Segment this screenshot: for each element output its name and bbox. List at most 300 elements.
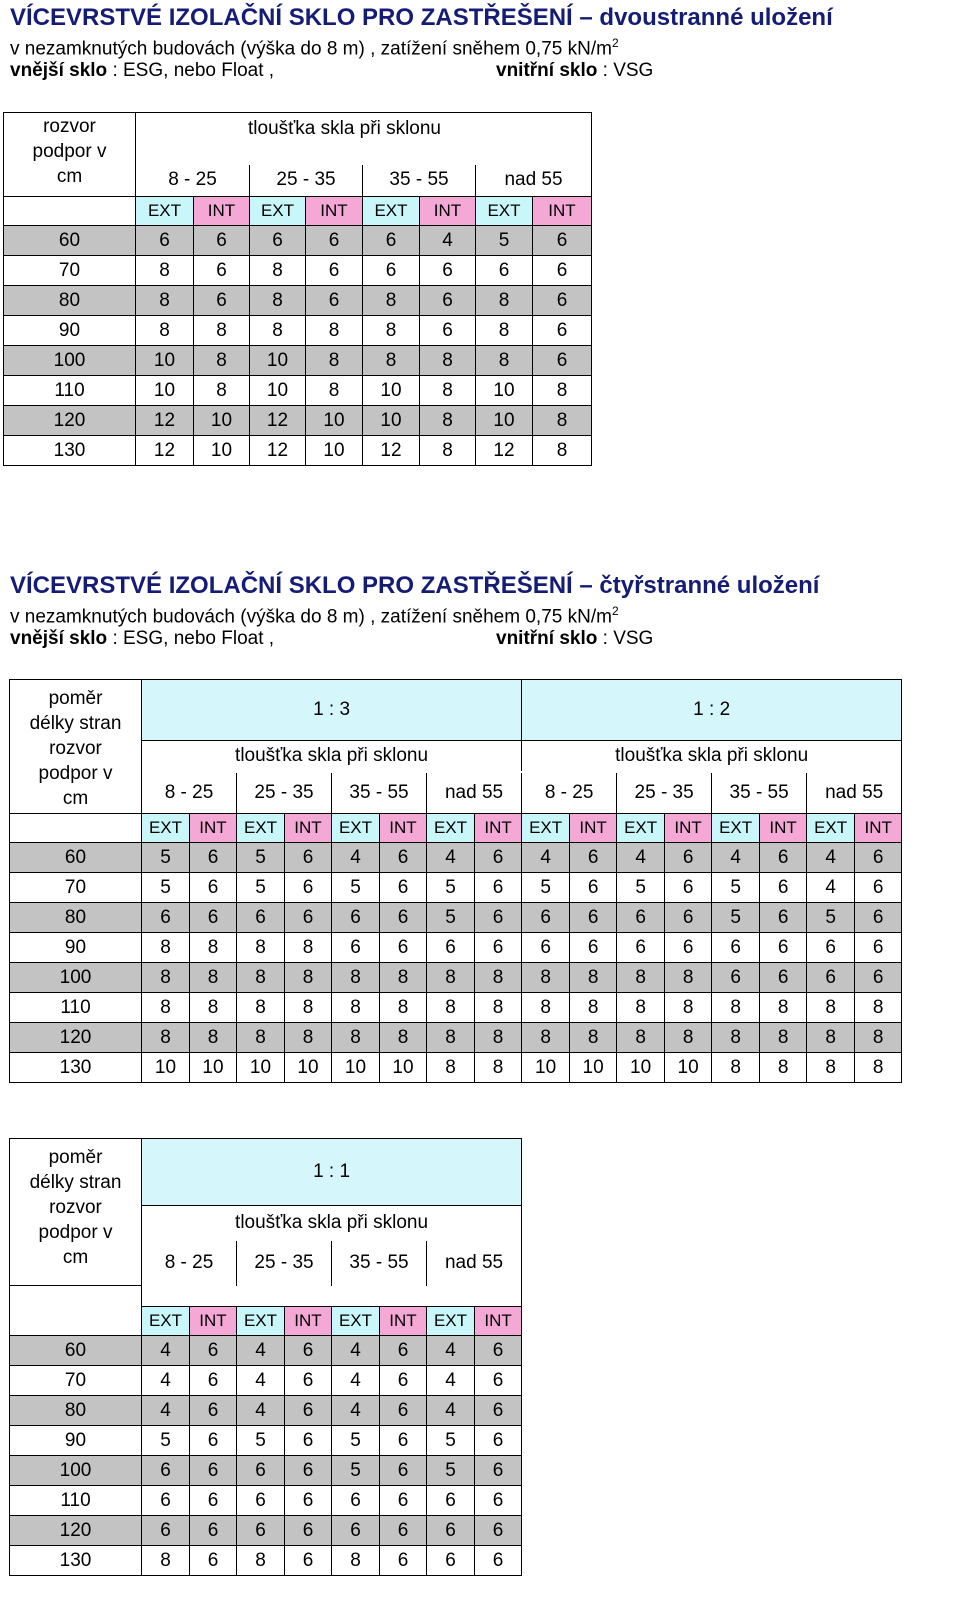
thickness-value: 6 (285, 1455, 332, 1485)
thickness-value: 6 (760, 963, 807, 993)
table-row (10, 843, 902, 873)
int-label: INT (190, 1306, 237, 1335)
thickness-value: 6 (617, 903, 665, 933)
slope-header: 8 - 25 (522, 773, 617, 814)
section-two-sided (10, 4, 950, 84)
section2-subtitle-text: v nezamknutých budovách (výška do 8 m) , zatížení sněhem 0,75 kN/m (10, 606, 612, 628)
thickness-value: 6 (332, 933, 380, 963)
section1-title: VÍCEVRSTVÉ IZOLAČNÍ SKLO PRO ZASTŘEŠENÍ – dvoustranné uložení (10, 4, 833, 31)
thickness-value: 10 (194, 406, 250, 436)
thickness-value: 5 (142, 873, 190, 903)
inner-glass-label: vnitřní sklo (496, 60, 598, 82)
int-label: INT (306, 197, 363, 226)
thickness-value: 8 (250, 256, 306, 286)
thickness-value: 6 (363, 226, 420, 256)
thickness-value: 8 (285, 933, 332, 963)
span-value: 100 (10, 1455, 142, 1485)
thickness-value: 6 (380, 1425, 427, 1455)
thickness-value: 5 (332, 873, 380, 903)
thickness-value: 8 (194, 316, 250, 346)
int-label: INT (665, 814, 712, 843)
span-value: 90 (10, 933, 142, 963)
table-row (10, 1425, 522, 1455)
thickness-value: 6 (363, 256, 420, 286)
thickness-value: 10 (285, 1053, 332, 1083)
thickness-value: 8 (855, 1053, 902, 1083)
int-label: INT (285, 814, 332, 843)
section2-title: VÍCEVRSTVÉ IZOLAČNÍ SKLO PRO ZASTŘEŠENÍ – čtyřstranné uložení (10, 572, 820, 599)
thickness-value: 6 (760, 873, 807, 903)
thickness-value: 6 (306, 286, 363, 316)
thickness-value: 5 (427, 1455, 475, 1485)
table-row (10, 993, 902, 1023)
table-row (4, 406, 592, 436)
slope-25-35: 25 - 35 (250, 165, 363, 197)
thickness-value: 10 (142, 1053, 190, 1083)
thickness-value: 6 (332, 1485, 380, 1515)
ext-int-corner (4, 197, 136, 226)
ratio-1-1: 1 : 1 (142, 1139, 522, 1206)
thickness-value: 5 (237, 1425, 285, 1455)
thickness-value: 6 (332, 1515, 380, 1545)
section1-subtitle (10, 32, 950, 60)
thickness-value: 6 (285, 1485, 332, 1515)
thickness-value: 10 (476, 406, 533, 436)
thickness-value: 8 (194, 376, 250, 406)
thickness-value: 10 (194, 436, 250, 466)
thickness-value: 10 (476, 376, 533, 406)
thickness-value: 4 (332, 1365, 380, 1395)
thickness-value: 8 (420, 376, 476, 406)
thickness-value: 5 (617, 873, 665, 903)
thickness-value: 8 (136, 316, 194, 346)
span-value: 70 (4, 256, 136, 286)
thickness-value: 8 (420, 436, 476, 466)
thickness-value: 10 (570, 1053, 617, 1083)
thickness-value: 4 (427, 1395, 475, 1425)
thickness-value: 6 (136, 226, 194, 256)
thickness-value: 6 (522, 933, 570, 963)
ratio-header-line1: poměr (48, 1147, 103, 1168)
thickness-value: 6 (570, 873, 617, 903)
thickness-label: tloušťka skla při sklonu (142, 1206, 522, 1240)
int-label: INT (285, 1306, 332, 1335)
thickness-value: 10 (136, 346, 194, 376)
thickness-value: 5 (142, 1425, 190, 1455)
thickness-value: 8 (476, 346, 533, 376)
thickness-value: 5 (332, 1455, 380, 1485)
thickness-value: 10 (250, 376, 306, 406)
thickness-value: 10 (380, 1053, 427, 1083)
span-header-line2: podpor v (32, 141, 107, 162)
thickness-value: 6 (332, 903, 380, 933)
thickness-value: 6 (306, 256, 363, 286)
thickness-value: 8 (855, 993, 902, 1023)
ext-label: EXT (237, 814, 285, 843)
thickness-value: 6 (533, 346, 592, 376)
outer-glass-value: : ESG, nebo Float , (107, 60, 275, 82)
thickness-value: 8 (475, 1053, 522, 1083)
thickness-value: 6 (807, 963, 855, 993)
ratio-span-header (10, 680, 142, 814)
thickness-value: 8 (760, 1053, 807, 1083)
thickness-value: 8 (476, 286, 533, 316)
thickness-value: 10 (522, 1053, 570, 1083)
thickness-value: 6 (237, 1455, 285, 1485)
int-label: INT (533, 197, 592, 226)
int-label: INT (570, 814, 617, 843)
thickness-value: 8 (855, 1023, 902, 1053)
thickness-value: 8 (760, 993, 807, 1023)
thickness-value: 8 (476, 316, 533, 346)
thickness-value: 8 (475, 1023, 522, 1053)
table-row (4, 346, 592, 376)
thickness-value: 8 (533, 406, 592, 436)
thickness-value: 5 (332, 1425, 380, 1455)
thickness-value: 5 (142, 843, 190, 873)
table-row (10, 1515, 522, 1545)
table-row (10, 1545, 522, 1575)
thickness-value: 8 (194, 346, 250, 376)
thickness-value: 6 (665, 933, 712, 963)
thickness-value: 10 (190, 1053, 237, 1083)
thickness-value: 8 (665, 993, 712, 1023)
thickness-value: 6 (420, 286, 476, 316)
thickness-label-1-3: tloušťka skla při sklonu (142, 741, 522, 772)
ext-int-corner (10, 1306, 142, 1335)
thickness-value: 6 (190, 1455, 237, 1485)
thickness-value: 6 (190, 1395, 237, 1425)
slope-nad-55: nad 55 (476, 165, 592, 197)
span-header-line3: cm (56, 166, 83, 187)
section-four-sided (10, 572, 950, 652)
thickness-value: 6 (190, 903, 237, 933)
slope-header: 25 - 35 (237, 773, 332, 814)
thickness-value: 6 (237, 903, 285, 933)
table-row (10, 963, 902, 993)
thickness-value: 6 (760, 843, 807, 873)
thickness-value: 8 (190, 1023, 237, 1053)
slope-header: 35 - 55 (712, 773, 807, 814)
thickness-value: 4 (807, 873, 855, 903)
ext-label: EXT (807, 814, 855, 843)
thickness-value: 10 (306, 406, 363, 436)
table-row (4, 316, 592, 346)
thickness-value: 8 (142, 933, 190, 963)
thickness-value: 8 (712, 1053, 760, 1083)
thickness-value: 4 (420, 226, 476, 256)
thickness-value: 4 (237, 1335, 285, 1365)
table-row (10, 1053, 902, 1083)
thickness-value: 8 (380, 963, 427, 993)
thickness-label: tloušťka skla při sklonu (136, 113, 592, 145)
thickness-value: 6 (475, 1515, 522, 1545)
thickness-value: 10 (250, 346, 306, 376)
thickness-value: 6 (855, 903, 902, 933)
thickness-value: 10 (136, 376, 194, 406)
thickness-value: 6 (533, 226, 592, 256)
thickness-value: 8 (617, 963, 665, 993)
slope-header: 8 - 25 (142, 773, 237, 814)
ext-label: EXT (136, 197, 194, 226)
span-header-line2: podpor v (38, 763, 113, 784)
thickness-value: 8 (285, 963, 332, 993)
outer-glass-value: : ESG, nebo Float , (107, 628, 275, 650)
thickness-value: 6 (380, 903, 427, 933)
thickness-value: 6 (533, 286, 592, 316)
thickness-value: 6 (380, 933, 427, 963)
thickness-value: 4 (427, 1365, 475, 1395)
thickness-value: 6 (475, 873, 522, 903)
thickness-value: 12 (363, 436, 420, 466)
ext-label: EXT (332, 1306, 380, 1335)
table-row (10, 1455, 522, 1485)
thickness-value: 8 (306, 376, 363, 406)
thickness-value: 6 (665, 873, 712, 903)
thickness-value: 10 (363, 376, 420, 406)
thickness-value: 6 (617, 933, 665, 963)
table-row (10, 1023, 902, 1053)
thickness-value: 8 (617, 1023, 665, 1053)
thickness-value: 8 (570, 1023, 617, 1053)
ext-label: EXT (427, 814, 475, 843)
thickness-value: 6 (475, 1395, 522, 1425)
thickness-value: 8 (142, 963, 190, 993)
thickness-value: 6 (855, 963, 902, 993)
spacer (142, 1286, 522, 1307)
thickness-value: 6 (190, 1425, 237, 1455)
thickness-value: 6 (285, 843, 332, 873)
thickness-value: 6 (194, 256, 250, 286)
thickness-value: 4 (332, 843, 380, 873)
ext-label: EXT (363, 197, 420, 226)
ext-label: EXT (250, 197, 306, 226)
thickness-value: 6 (380, 1335, 427, 1365)
thickness-value: 6 (380, 1545, 427, 1575)
section1-subtitle-sup: 2 (611, 36, 619, 50)
thickness-value: 6 (427, 933, 475, 963)
thickness-value: 6 (190, 1335, 237, 1365)
thickness-value: 5 (237, 873, 285, 903)
thickness-value: 6 (522, 903, 570, 933)
thickness-value: 10 (665, 1053, 712, 1083)
thickness-value: 6 (142, 903, 190, 933)
inner-glass-value: : VSG (597, 628, 654, 650)
int-label: INT (475, 814, 522, 843)
table-four-sided (9, 679, 902, 1083)
thickness-value: 6 (285, 1545, 332, 1575)
span-value: 110 (4, 376, 136, 406)
span-header-line3: cm (62, 788, 89, 809)
span-value: 110 (10, 993, 142, 1023)
ext-int-corner (10, 814, 142, 843)
thickness-value: 5 (427, 1425, 475, 1455)
ratio-header-line1: poměr (48, 688, 103, 709)
span-header (4, 113, 136, 197)
slope-header: 35 - 55 (332, 773, 427, 814)
thickness-value: 8 (306, 346, 363, 376)
thickness-value: 10 (332, 1053, 380, 1083)
thickness-value: 6 (427, 1485, 475, 1515)
span-value: 130 (10, 1053, 142, 1083)
thickness-value: 8 (617, 993, 665, 1023)
thickness-value: 6 (237, 1485, 285, 1515)
span-value: 100 (10, 963, 142, 993)
thickness-value: 8 (427, 963, 475, 993)
thickness-value: 6 (380, 1395, 427, 1425)
span-header-line1: rozvor (43, 116, 96, 137)
slope-header: nad 55 (427, 1241, 522, 1285)
thickness-value: 6 (855, 933, 902, 963)
thickness-value: 6 (420, 316, 476, 346)
thickness-value: 6 (190, 1515, 237, 1545)
thickness-value: 6 (665, 843, 712, 873)
thickness-value: 4 (807, 843, 855, 873)
thickness-value: 4 (142, 1395, 190, 1425)
thickness-value: 6 (190, 873, 237, 903)
span-value: 70 (10, 1365, 142, 1395)
table-row (10, 903, 902, 933)
thickness-value: 6 (855, 873, 902, 903)
thickness-value: 6 (475, 1545, 522, 1575)
thickness-value: 8 (190, 963, 237, 993)
section2-subtitle-sup: 2 (611, 604, 619, 618)
thickness-value: 6 (285, 1515, 332, 1545)
thickness-value: 6 (760, 903, 807, 933)
thickness-value: 6 (712, 963, 760, 993)
thickness-value: 5 (476, 226, 533, 256)
thickness-value: 8 (380, 1023, 427, 1053)
thickness-value: 6 (475, 903, 522, 933)
thickness-value: 8 (190, 993, 237, 1023)
table-row (10, 1395, 522, 1425)
slope-header: 35 - 55 (332, 1241, 427, 1285)
section2-subtitle (10, 600, 950, 628)
thickness-value: 6 (420, 256, 476, 286)
thickness-value: 6 (475, 843, 522, 873)
thickness-value: 12 (136, 436, 194, 466)
thickness-value: 4 (332, 1335, 380, 1365)
int-label: INT (380, 1306, 427, 1335)
thickness-value: 6 (285, 1365, 332, 1395)
thickness-value: 8 (190, 933, 237, 963)
thickness-value: 8 (237, 1023, 285, 1053)
thickness-value: 4 (142, 1365, 190, 1395)
thickness-value: 6 (475, 1485, 522, 1515)
thickness-value: 8 (136, 286, 194, 316)
thickness-value: 4 (617, 843, 665, 873)
ext-label: EXT (332, 814, 380, 843)
thickness-value: 8 (807, 1053, 855, 1083)
thickness-value: 10 (363, 406, 420, 436)
thickness-value: 6 (237, 1515, 285, 1545)
thickness-value: 6 (475, 1455, 522, 1485)
thickness-value: 6 (190, 1365, 237, 1395)
thickness-value: 8 (136, 256, 194, 286)
thickness-value: 4 (427, 1335, 475, 1365)
thickness-value: 8 (380, 993, 427, 1023)
thickness-value: 5 (427, 903, 475, 933)
thickness-value: 6 (194, 226, 250, 256)
thickness-value: 8 (363, 346, 420, 376)
span-value: 90 (10, 1425, 142, 1455)
thickness-value: 12 (250, 436, 306, 466)
thickness-value: 8 (363, 286, 420, 316)
thickness-value: 6 (285, 1425, 332, 1455)
ext-label: EXT (476, 197, 533, 226)
thickness-value: 6 (190, 1485, 237, 1515)
thickness-value: 8 (712, 1023, 760, 1053)
thickness-value: 6 (190, 843, 237, 873)
thickness-value: 8 (332, 993, 380, 1023)
ext-label: EXT (617, 814, 665, 843)
slope-header: 8 - 25 (142, 1241, 237, 1285)
ratio-span-header (10, 1139, 142, 1286)
thickness-value: 6 (855, 843, 902, 873)
thickness-value: 6 (665, 903, 712, 933)
thickness-value: 8 (285, 1023, 332, 1053)
thickness-value: 6 (250, 226, 306, 256)
int-label: INT (194, 197, 250, 226)
thickness-value: 8 (142, 993, 190, 1023)
thickness-value: 4 (332, 1395, 380, 1425)
thickness-value: 6 (380, 1515, 427, 1545)
thickness-value: 5 (237, 843, 285, 873)
thickness-value: 6 (142, 1455, 190, 1485)
thickness-value: 12 (476, 436, 533, 466)
span-value: 120 (4, 406, 136, 436)
span-value: 130 (10, 1545, 142, 1575)
section1-glass-line (10, 60, 950, 84)
span-value: 100 (4, 346, 136, 376)
int-label: INT (190, 814, 237, 843)
thickness-value: 8 (570, 993, 617, 1023)
thickness-value: 8 (760, 1023, 807, 1053)
thickness-value: 4 (237, 1395, 285, 1425)
slope-header: 25 - 35 (237, 1241, 332, 1285)
table-row (10, 1335, 522, 1365)
thickness-value: 10 (306, 436, 363, 466)
table-row (4, 226, 592, 256)
span-header-line1: rozvor (49, 738, 102, 759)
thickness-value: 4 (237, 1365, 285, 1395)
span-value: 80 (10, 1395, 142, 1425)
thickness-value: 5 (522, 873, 570, 903)
thickness-value: 8 (332, 963, 380, 993)
span-value: 110 (10, 1485, 142, 1515)
thickness-value: 8 (237, 933, 285, 963)
thickness-value: 8 (420, 406, 476, 436)
thickness-value: 8 (665, 963, 712, 993)
span-value: 80 (4, 286, 136, 316)
thickness-value: 6 (380, 873, 427, 903)
span-value: 120 (10, 1515, 142, 1545)
ratio-header-line2: délky stran (29, 1172, 122, 1193)
ratio-header-line2: délky stran (29, 713, 122, 734)
int-label: INT (855, 814, 902, 843)
thickness-value: 10 (617, 1053, 665, 1083)
thickness-value: 5 (427, 873, 475, 903)
span-value: 120 (10, 1023, 142, 1053)
thickness-value: 6 (760, 933, 807, 963)
thickness-value: 8 (363, 316, 420, 346)
thickness-value: 6 (475, 933, 522, 963)
thickness-value: 5 (712, 873, 760, 903)
int-label: INT (475, 1306, 522, 1335)
slope-8-25: 8 - 25 (168, 169, 217, 191)
thickness-value: 6 (476, 256, 533, 286)
slope-header: nad 55 (807, 773, 902, 814)
